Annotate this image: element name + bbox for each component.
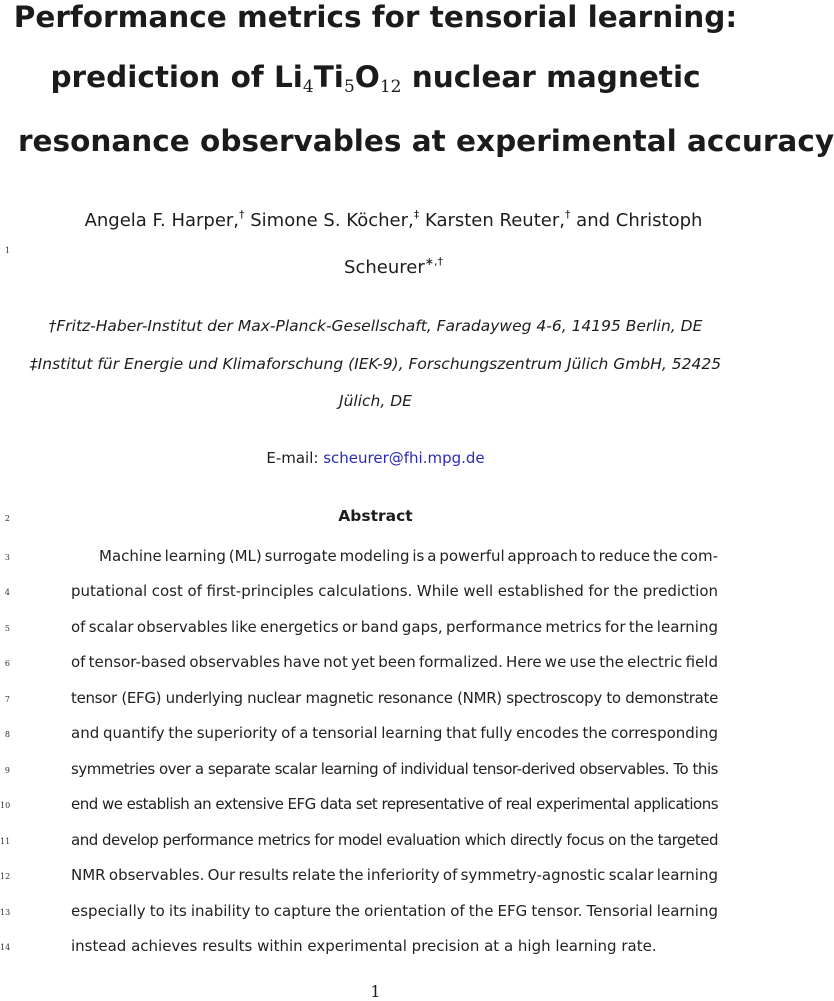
abstract-line: of scalar observables like energetics or band gaps, performance metrics for the learning — [71, 618, 718, 636]
line-number: 4 — [4, 588, 10, 597]
line-number: 11 — [0, 837, 11, 846]
line-number: 10 — [0, 801, 11, 810]
abstract-heading: Abstract — [338, 507, 413, 525]
abstract-line: tensor (EFG) underlying nuclear magnetic resonance (NMR) spectroscopy to demonstrate — [71, 689, 718, 707]
abstract-line: instead achieves results within experimental precision at a high learning rate. — [71, 937, 657, 955]
abstract-line: Machine learning (ML) surrogate modeling is a powerful approach to reduce the com- — [99, 547, 718, 565]
abstract-line: especially to its inability to capture the orientation of the EFG tensor. Tensorial learning — [71, 902, 718, 920]
author-list: Angela F. Harper,† Simone S. Köcher,‡ Karsten Reuter,† and Christoph — [84, 208, 703, 231]
line-number: 5 — [4, 624, 10, 633]
affiliation-fhi: †Fritz-Haber-Institut der Max-Planck-Gesellschaft, Faradayweg 4-6, 14195 Berlin, DE — [48, 317, 703, 335]
affiliation-juelich-continued: Jülich, DE — [339, 392, 412, 410]
abstract-line: end we establish an extensive EFG data set representative of real experimental applications — [71, 795, 718, 813]
contact-email — [0, 449, 751, 467]
author-scheurer: and Christoph — [570, 210, 703, 231]
line-number: 8 — [4, 730, 10, 739]
paper-title-line-3: resonance observables at experimental accuracy — [18, 124, 834, 158]
line-number: 3 — [4, 553, 10, 562]
line-number: 1 — [4, 246, 10, 255]
abstract-line: symmetries over a separate scalar learning of individual tensor-derived observables. To this — [71, 760, 718, 778]
abstract-line: of tensor-based observables have not yet been formalized. Here we use the electric field — [71, 653, 718, 671]
abstract-line: and develop performance metrics for model evaluation which directly focus on the targeted — [71, 831, 718, 849]
abstract-line: NMR observables. Our results relate the inferiority of symmetry-agnostic scalar learning — [71, 866, 718, 884]
line-number: 2 — [4, 514, 10, 523]
paper-title-line-1: Performance metrics for tensorial learning: — [13, 0, 738, 34]
line-number: 14 — [0, 943, 11, 952]
line-number: 7 — [4, 695, 10, 704]
author-list-continued: Scheurer∗,† — [344, 255, 443, 278]
line-number: 6 — [4, 659, 10, 668]
line-number: 12 — [0, 872, 11, 881]
line-number: 13 — [0, 908, 11, 917]
abstract-line: and quantify the superiority of a tensorial learning that fully encodes the corresponding — [71, 724, 718, 742]
email-label: E-mail: — [266, 449, 324, 467]
page-number: 1 — [370, 982, 381, 1001]
paper-title-line-2: prediction of $Li_4Ti_5O_{12}$ nuclear magnetic — [50, 60, 701, 97]
affiliation-juelich: ‡Institut für Energie und Klimaforschung (IEK-9), Forschungszentrum Jülich GmbH, 52425 — [29, 355, 722, 373]
author-reuter: Karsten Reuter, — [419, 210, 565, 231]
abstract-line: putational cost of first-principles calculations. While well established for the prediction — [71, 582, 718, 600]
line-number: 9 — [4, 766, 10, 775]
author-harper: Angela F. Harper, — [84, 210, 240, 231]
author-kocher: Simone S. Köcher, — [244, 210, 414, 231]
email-link[interactable]: scheurer@fhi.mpg.de — [323, 449, 485, 467]
